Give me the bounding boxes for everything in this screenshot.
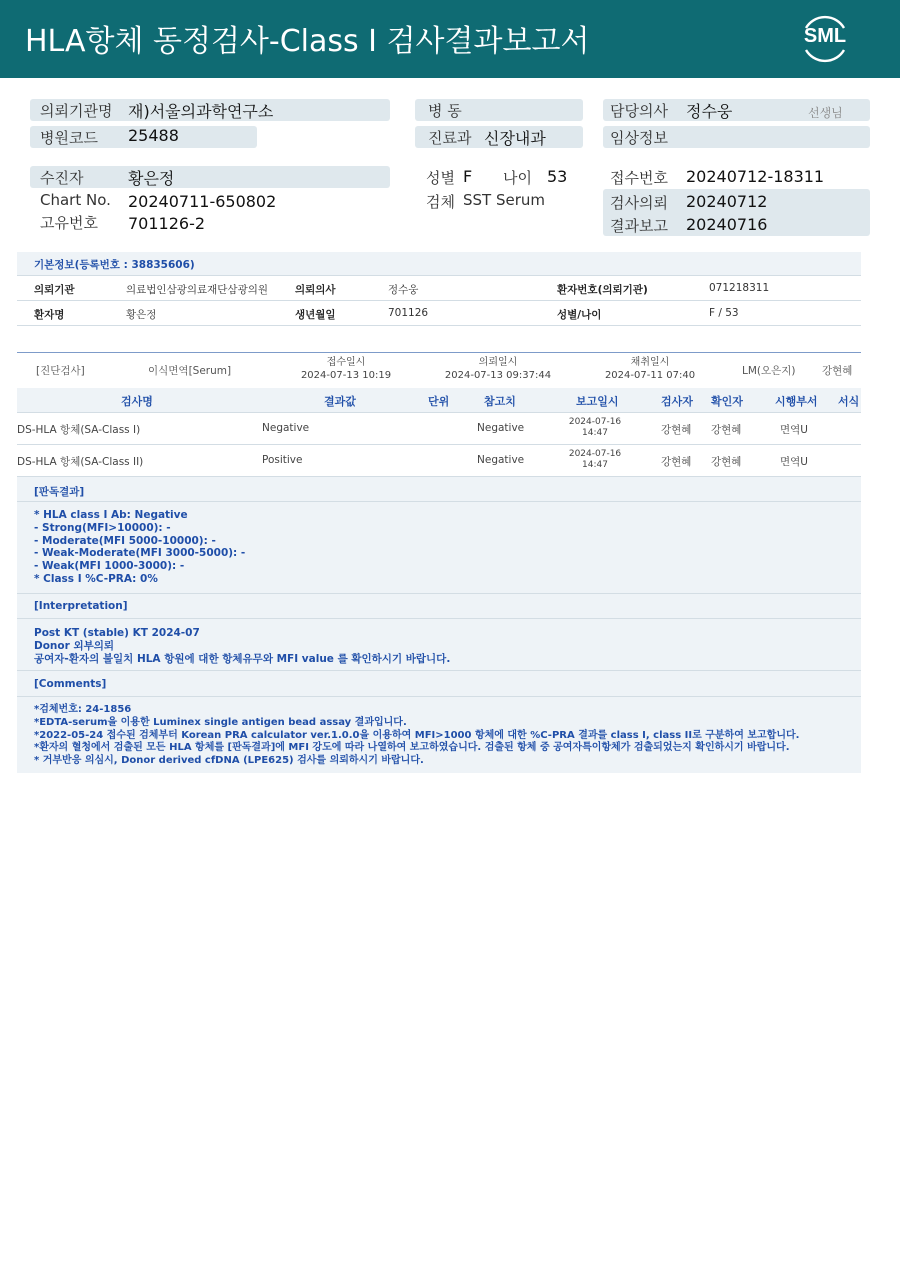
- exam-lm: LM(오은지): [742, 365, 796, 377]
- exam-receipt-value: 2024-07-13 10:19: [300, 370, 392, 381]
- patient-value: 황은정: [128, 169, 175, 188]
- judgement-title: [판독결과]: [34, 486, 85, 498]
- judgement-text: [34, 509, 245, 586]
- divider: [17, 300, 861, 301]
- hosp-code-label: 병원코드: [40, 129, 98, 147]
- report-title: HLA항체 동정검사-Class Ⅰ 검사결과보고서: [25, 24, 590, 59]
- dept-value: 신장내과: [484, 129, 546, 148]
- exam-collect: [600, 356, 700, 382]
- basic-birth-value: 701126: [388, 307, 429, 319]
- patient-pill: [30, 166, 390, 188]
- basic-name-value: 황은정: [126, 309, 157, 321]
- row-report-time: 14:47: [582, 428, 608, 438]
- exam-tech: 강현혜: [822, 365, 853, 377]
- row-result: Negative: [262, 422, 310, 434]
- hosp-code-value: 25488: [128, 126, 179, 145]
- divider: [17, 275, 861, 276]
- divider: [17, 352, 861, 353]
- comments-text: [34, 704, 799, 768]
- receipt-label: 접수번호: [610, 169, 668, 187]
- divider: [17, 593, 861, 594]
- judgement-line: * Class I %C-PRA: 0%: [34, 572, 158, 585]
- report-value: 20240716: [686, 215, 768, 234]
- row-tester: 강현혜: [661, 424, 692, 436]
- basic-sexage-label: 성별/나이: [557, 309, 602, 321]
- interpretation-line: Donor 외부의뢰: [34, 639, 115, 652]
- th-reference: 참고치: [484, 395, 516, 408]
- basic-sexage-value: F / 53: [709, 307, 739, 319]
- th-unit: 단위: [428, 395, 450, 408]
- divider: [17, 501, 861, 502]
- row-report-date: 2024-07-16: [568, 417, 622, 427]
- exam-collect-label: 채취일시: [630, 357, 670, 368]
- divider: [17, 670, 861, 671]
- id-label: 고유번호: [40, 214, 98, 232]
- report-label: 결과보고: [610, 217, 668, 235]
- request-value: 20240712: [686, 192, 768, 211]
- ward-label: 병 동: [428, 102, 462, 120]
- comment-line: *검체번호: 24-1856: [34, 704, 132, 715]
- comment-line: *환자의 혈청에서 검출된 모든 HLA 항체를 [판독결과]에 MFI 강도에 따라 나열하여 보고하였습니다. 검출된 항체 중 공여자특이항체가 검출되었는지 확인하시기 바랍니다.: [34, 742, 790, 754]
- patient-label: 수진자: [40, 169, 84, 187]
- row-confirmer: 강현혜: [711, 456, 742, 468]
- th-result: 결과값: [324, 395, 356, 408]
- th-dept: 시행부서: [775, 395, 818, 408]
- row-test-name: DS-HLA 항체(SA-Class I): [17, 424, 141, 436]
- doctor-value: 정수웅: [686, 102, 733, 121]
- judgement-line: - Moderate(MFI 5000-10000): -: [34, 534, 216, 547]
- judgement-line: * HLA class I Ab: Negative: [34, 509, 188, 521]
- row-reference: Negative: [477, 454, 525, 466]
- basic-name-label: 환자명: [34, 309, 65, 321]
- judgement-line: - Weak-Moderate(MFI 3000-5000): -: [34, 547, 246, 560]
- th-report-date: 보고일시: [576, 395, 619, 408]
- comment-line: * 거부반응 의심시, Donor derived cfDNA (LPE625) 검사를 의뢰하시기 바랍니다.: [34, 755, 424, 767]
- comment-line: *2022-05-24 접수된 검체부터 Korean PRA calculator ver.1.0.0을 이용하여 MFI>1000 항체에 대한 %C-PRA 결과를 class I, class II로 구분하여 보고합니다.: [34, 729, 800, 741]
- exam-request-label: 의뢰일시: [478, 357, 518, 368]
- divider: [17, 618, 861, 619]
- id-value: 701126-2: [128, 214, 206, 233]
- basic-birth-label: 생년월일: [295, 309, 336, 321]
- request-label: 검사의뢰: [610, 194, 668, 212]
- sex-value: F: [463, 167, 473, 186]
- exam-receipt: [296, 356, 396, 382]
- judgement-line: - Strong(MFI>10000): -: [34, 521, 171, 534]
- interpretation-title: [Interpretation]: [34, 600, 128, 612]
- age-label: 나이: [503, 169, 532, 187]
- judgement-line: - Weak(MFI 1000-3000): -: [34, 560, 185, 573]
- clinical-label: 임상정보: [610, 129, 668, 147]
- th-confirmer: 확인자: [711, 395, 743, 408]
- basic-pid-label: 환자번호(의뢰기관): [557, 284, 648, 296]
- th-test-name: 검사명: [121, 395, 153, 408]
- chart-label: Chart No.: [40, 191, 111, 209]
- row-dept: 면역U: [780, 456, 808, 468]
- exam-receipt-label: 접수일시: [326, 357, 366, 368]
- exam-request-value: 2024-07-13 09:37:44: [444, 370, 552, 381]
- inst-label: 의뢰기관명: [40, 102, 113, 120]
- interpretation-line: Post KT (stable) KT 2024-07: [34, 627, 200, 639]
- th-form: 서식: [838, 395, 860, 408]
- row-result: Positive: [262, 454, 303, 466]
- interpretation-text: [34, 627, 450, 665]
- sex-label: 성별: [426, 169, 455, 187]
- basic-pid-value: 071218311: [709, 282, 770, 294]
- doctor-label: 담당의사: [610, 102, 668, 120]
- specimen-value: SST Serum: [463, 191, 546, 209]
- dept-label: 진료과: [428, 129, 472, 147]
- report-header: [0, 0, 900, 78]
- exam-collect-value: 2024-07-11 07:40: [604, 370, 696, 381]
- age-value: 53: [547, 167, 568, 186]
- divider: [17, 412, 861, 413]
- basic-doctor-label: 의뢰의사: [295, 284, 336, 296]
- row-report-date: 2024-07-16: [568, 449, 622, 459]
- inst-value: 재)서울의과학연구소: [128, 102, 274, 121]
- interpretation-line: 공여자-환자의 불일치 HLA 항원에 대한 항체유무와 MFI value 를 확인하시기 바랍니다.: [34, 652, 451, 665]
- divider: [17, 444, 861, 445]
- row-report-time: 14:47: [582, 460, 608, 470]
- row-report-datetime: [565, 449, 625, 471]
- row-dept: 면역U: [780, 424, 808, 436]
- sml-logo: [798, 12, 852, 66]
- comments-title: [Comments]: [34, 678, 107, 690]
- row-report-datetime: [565, 417, 625, 439]
- specimen-label: 검체: [426, 193, 455, 211]
- logo-text: SML: [803, 25, 847, 47]
- comment-line: *EDTA-serum을 이용한 Luminex single antigen bead assay 결과입니다.: [34, 716, 407, 728]
- row-confirmer: 강현혜: [711, 424, 742, 436]
- exam-dept: [진단검사]: [36, 365, 85, 377]
- basic-inst-label: 의뢰기관: [34, 284, 75, 296]
- basic-info-title: 기본정보(등록번호 : 38835606): [34, 259, 195, 271]
- chart-value: 20240711-650802: [128, 192, 277, 211]
- divider: [17, 696, 861, 697]
- exam-specimen: 이식면역[Serum]: [148, 365, 232, 377]
- doctor-honorific: 선생님: [808, 106, 843, 120]
- divider: [17, 325, 861, 326]
- basic-doctor-value: 정수웅: [388, 284, 419, 296]
- row-reference: Negative: [477, 422, 525, 434]
- receipt-value: 20240712-18311: [686, 167, 825, 186]
- row-tester: 강현혜: [661, 456, 692, 468]
- th-tester: 검사자: [661, 395, 693, 408]
- basic-inst-value: 의료법인삼광의료재단삼광의원: [126, 284, 269, 296]
- row-test-name: DS-HLA 항체(SA-Class II): [17, 456, 144, 468]
- exam-request: [438, 356, 558, 382]
